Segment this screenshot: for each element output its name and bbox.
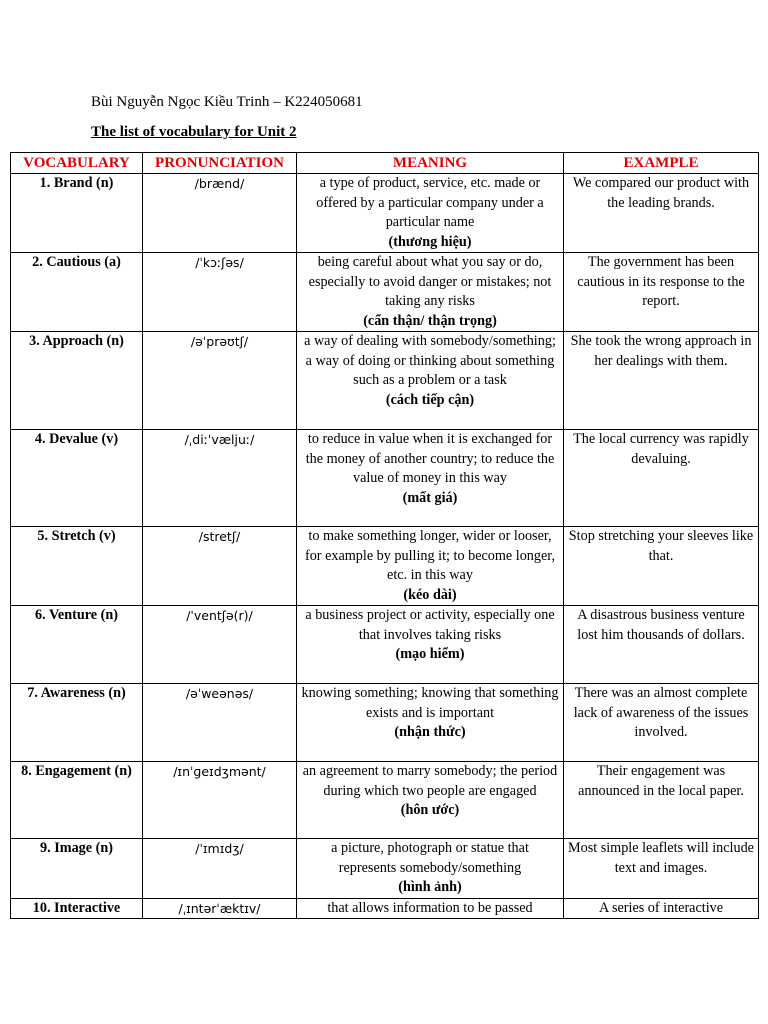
vocab-translation: (mất giá)	[402, 489, 458, 506]
vocab-meaning: being careful about what you say or do, especially to avoid danger or mistakes; not taking any risks	[308, 254, 552, 309]
table-row	[11, 332, 759, 430]
vocab-meaning-cell	[297, 898, 564, 919]
vocab-translation: (cách tiếp cận)	[385, 391, 475, 408]
vocab-meaning-cell	[297, 174, 564, 253]
vocab-meaning-cell	[297, 762, 564, 839]
vocab-meaning: a business project or activity, especially one that involves taking risks	[305, 607, 555, 643]
table-row	[11, 762, 759, 839]
vocab-pronunciation: /brænd/	[143, 174, 297, 253]
vocab-translation: (thương hiệu)	[388, 233, 472, 250]
author-line: Bùi Nguyễn Ngọc Kiều Trinh – K224050681	[91, 94, 363, 110]
vocab-example: The government has been cautious in its response to the report.	[564, 253, 759, 332]
vocab-pronunciation: /ˌdiːˈvæljuː/	[143, 430, 297, 527]
vocab-example: Their engagement was announced in the local paper.	[564, 762, 759, 839]
column-header-vocabulary: VOCABULARY	[11, 153, 143, 174]
vocab-word: 6. Venture (n)	[11, 606, 143, 684]
vocab-pronunciation: /ˈkɔːʃəs/	[143, 253, 297, 332]
vocab-meaning: a way of dealing with somebody/something; a way of doing or thinking about something such as a problem or a task	[304, 333, 556, 388]
table-header-row	[11, 153, 759, 174]
vocab-meaning: an agreement to marry somebody; the period during which two people are engaged	[302, 763, 558, 799]
vocab-pronunciation: /ˌɪntərˈæktɪv/	[143, 898, 297, 919]
vocab-word: 10. Interactive	[11, 898, 143, 919]
vocab-pronunciation: /ˈɪmɪdʒ/	[143, 839, 297, 899]
vocab-word: 9. Image (n)	[11, 839, 143, 899]
vocab-word: 8. Engagement (n)	[11, 762, 143, 839]
vocab-example: A disastrous business venture lost him thousands of dollars.	[564, 606, 759, 684]
vocab-word: 3. Approach (n)	[11, 332, 143, 430]
vocab-meaning: that allows information to be passed	[327, 899, 533, 916]
vocab-translation: (nhận thức)	[394, 724, 466, 740]
vocab-meaning-cell	[297, 527, 564, 606]
vocab-pronunciation: /əˈweənəs/	[143, 684, 297, 762]
vocab-meaning-cell	[297, 332, 564, 430]
column-header-example: EXAMPLE	[564, 153, 759, 174]
vocab-translation: (hôn ước)	[400, 802, 460, 818]
vocab-pronunciation: /ɪnˈɡeɪdʒmənt/	[143, 762, 297, 839]
vocab-pronunciation: /ˈventʃə(r)/	[143, 606, 297, 684]
vocab-meaning-cell	[297, 839, 564, 899]
vocab-word: 2. Cautious (a)	[11, 253, 143, 332]
vocab-meaning-cell	[297, 606, 564, 684]
table-row	[11, 898, 759, 919]
table-row	[11, 839, 759, 899]
vocab-word: 1. Brand (n)	[11, 174, 143, 253]
document-title: The list of vocabulary for Unit 2	[91, 124, 297, 140]
vocab-translation: (cẩn thận/ thận trọng)	[363, 312, 497, 329]
vocab-example: She took the wrong approach in her dealings with them.	[564, 332, 759, 430]
vocab-example: A series of interactive	[564, 898, 759, 919]
table-row	[11, 527, 759, 606]
vocab-word: 7. Awareness (n)	[11, 684, 143, 762]
vocabulary-table	[10, 152, 759, 919]
vocab-translation: (hình ảnh)	[398, 879, 462, 895]
vocab-meaning: a picture, photograph or statue that represents somebody/something	[331, 840, 529, 876]
table-row	[11, 253, 759, 332]
vocab-pronunciation: /əˈprəʊtʃ/	[143, 332, 297, 430]
vocab-word: 4. Devalue (v)	[11, 430, 143, 527]
vocab-example: The local currency was rapidly devaluing.	[564, 430, 759, 527]
vocab-meaning: to reduce in value when it is exchanged for the money of another country; to reduce the value of money in this way	[305, 431, 555, 486]
column-header-meaning: MEANING	[297, 153, 564, 174]
vocab-meaning-cell	[297, 253, 564, 332]
vocab-example: Most simple leaflets will include text and images.	[564, 839, 759, 899]
table-row	[11, 174, 759, 253]
table-row	[11, 430, 759, 527]
column-header-pronunciation: PRONUNCIATION	[143, 153, 297, 174]
vocab-meaning-cell	[297, 430, 564, 527]
vocab-example: We compared our product with the leading brands.	[564, 174, 759, 253]
vocab-translation: (mạo hiểm)	[395, 646, 465, 662]
table-row	[11, 684, 759, 762]
vocab-meaning-cell	[297, 684, 564, 762]
vocab-example: Stop stretching your sleeves like that.	[564, 527, 759, 606]
vocab-meaning: to make something longer, wider or looser, for example by pulling it; to become longer, etc. in this way	[304, 528, 555, 583]
vocab-pronunciation: /stretʃ/	[143, 527, 297, 606]
vocab-meaning: a type of product, service, etc. made or offered by a particular company under a particular name	[316, 175, 544, 230]
vocab-example: There was an almost complete lack of awareness of the issues involved.	[564, 684, 759, 762]
table-row	[11, 606, 759, 684]
vocab-translation: (kéo dài)	[403, 586, 457, 603]
vocab-meaning: knowing something; knowing that something exists and is important	[301, 685, 559, 721]
vocab-word: 5. Stretch (v)	[11, 527, 143, 606]
